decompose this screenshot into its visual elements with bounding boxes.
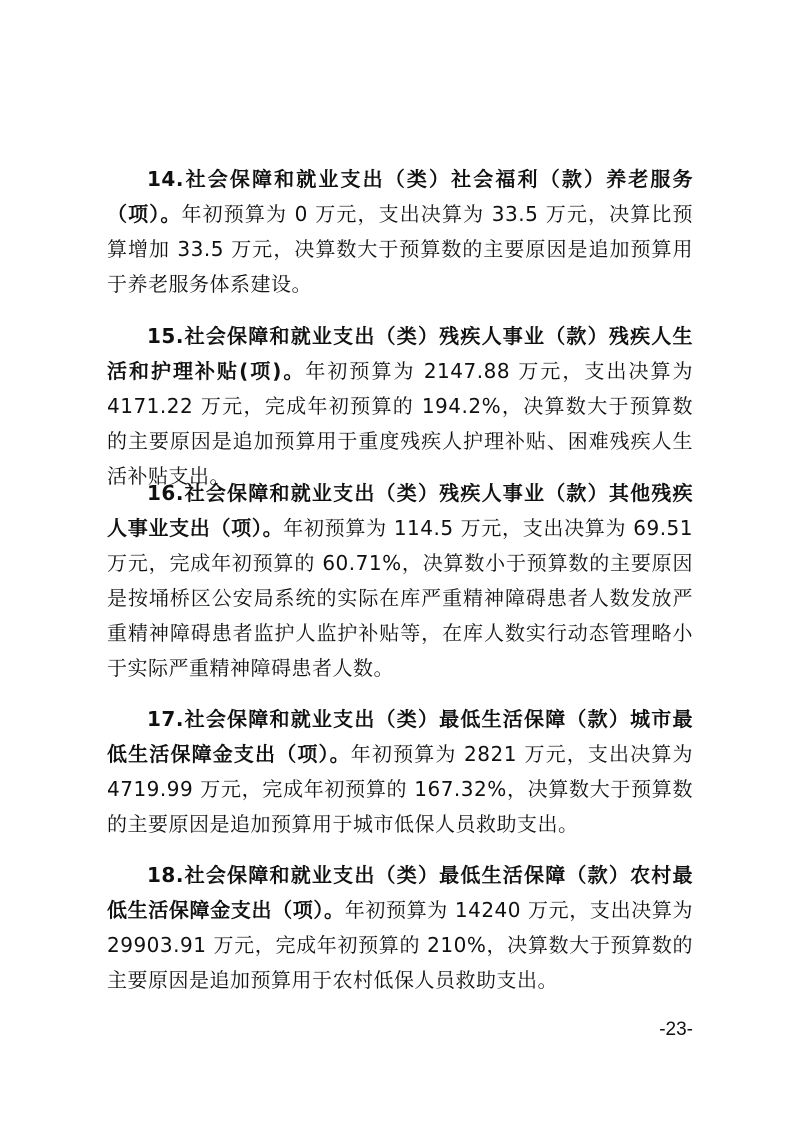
- item-body: 年初预算为 14240 万元，支出决算为 29903.91 万元，完成年初预算的 210%，决算数大于预算数的主要原因是追加预算用于农村低保人员救助支出。: [107, 898, 693, 992]
- item-heading: 14.社会保障和就业支出（类）社会福利（款）养老服务（项）。: [107, 167, 693, 226]
- item-body: 年初预算为 2147.88 万元，支出决算为 4171.22 万元，完成年初预算的 194.2%，决算数大于预算数的主要原因是追加预算用于重度残疾人护理补贴、困难残疾人生活补贴支出。: [107, 359, 693, 488]
- item-heading: 16.社会保障和就业支出（类）残疾人事业（款）其他残疾人事业支出（项）。: [107, 481, 693, 540]
- page-number: -23-: [659, 1019, 693, 1040]
- item-body: 年初预算为 0 万元，支出决算为 33.5 万元，决算比预算增加 33.5 万元，决算数大于预算数的主要原因是追加预算用于养老服务体系建设。: [107, 202, 694, 296]
- paragraph-item-14: [107, 162, 693, 302]
- item-heading: 15.社会保障和就业支出（类）残疾人事业（款）残疾人生活和护理补贴(项)。: [107, 324, 693, 383]
- item-body: 年初预算为 2821 万元，支出决算为 4719.99 万元，完成年初预算的 167.32%，决算数大于预算数的主要原因是追加预算用于城市低保人员救助支出。: [107, 742, 693, 836]
- paragraph-item-18: [107, 858, 693, 998]
- paragraph-item-15: [107, 319, 693, 494]
- item-body: 年初预算为 114.5 万元，支出决算为 69.51 万元，完成年初预算的 60.71%，决算数小于预算数的主要原因是按埇桥区公安局系统的实际在库严重精神障碍患者人数发放严重精神障碍患者监护人监护补贴等，在库人数实行动态管理略小于实际严重精神障碍患者人数。: [107, 516, 694, 680]
- paragraph-item-17: [107, 702, 693, 842]
- paragraph-item-16: [107, 476, 693, 686]
- item-heading: 18.社会保障和就业支出（类）最低生活保障（款）农村最低生活保障金支出（项）。: [107, 863, 693, 922]
- item-heading: 17.社会保障和就业支出（类）最低生活保障（款）城市最低生活保障金支出（项）。: [107, 707, 693, 766]
